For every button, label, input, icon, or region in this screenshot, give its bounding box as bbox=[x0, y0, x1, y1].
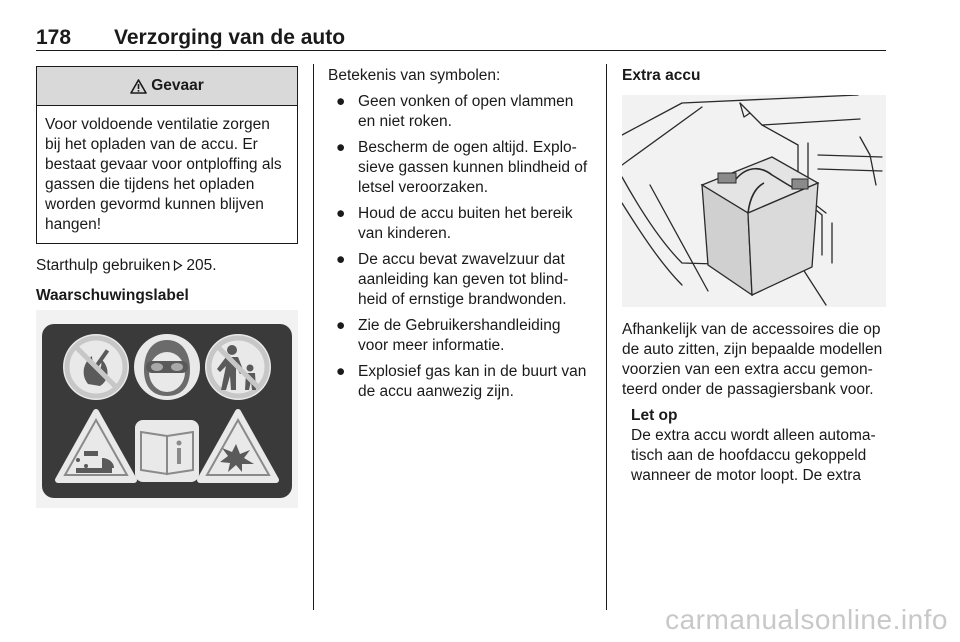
list-item-line: voor meer informatie. bbox=[358, 337, 505, 354]
battery-icon bbox=[702, 157, 818, 295]
extra-battery-paragraph bbox=[622, 320, 888, 400]
symbol-meaning-list bbox=[328, 92, 594, 402]
page-header bbox=[36, 26, 886, 52]
extra-battery-text bbox=[622, 320, 888, 486]
list-item-line: Zie de Gebruikershandleiding bbox=[358, 317, 561, 334]
watermark: carmanualsonline.info bbox=[665, 604, 948, 635]
extra-battery-illustration bbox=[622, 95, 886, 307]
warning-triangle-icon bbox=[130, 79, 147, 94]
note-block bbox=[631, 406, 888, 486]
list-item-line: de accu aanwezig zijn. bbox=[358, 383, 514, 400]
jump-start-reference bbox=[36, 256, 298, 276]
text-line: voorzien van een extra accu gemon- bbox=[622, 361, 873, 378]
danger-line: gassen die tijdens het opladen bbox=[45, 176, 255, 193]
jump-start-text: Starthulp gebruiken bbox=[36, 257, 171, 274]
list-item bbox=[328, 316, 594, 356]
header-rule bbox=[36, 50, 886, 51]
danger-box bbox=[36, 66, 298, 244]
list-item bbox=[328, 138, 594, 198]
warning-label-image bbox=[36, 310, 298, 508]
note-line: De extra accu wordt alleen automa- bbox=[631, 427, 876, 444]
eye-protection-icon bbox=[134, 334, 200, 400]
no-flames-icon bbox=[63, 334, 129, 400]
column-3 bbox=[622, 66, 886, 86]
note-line: wanneer de motor loopt. De extra bbox=[631, 467, 862, 484]
text-line: teerd onder de passagiersbank voor. bbox=[622, 381, 874, 398]
bullet-icon: ● bbox=[336, 205, 346, 222]
list-item-line: van kinderen. bbox=[358, 225, 452, 242]
list-item-line: De accu bevat zwavelzuur dat bbox=[358, 251, 565, 268]
list-item-line: en niet roken. bbox=[358, 113, 452, 130]
keep-away-from-children-icon bbox=[205, 334, 271, 400]
column-1 bbox=[36, 66, 298, 306]
bullet-icon: ● bbox=[336, 251, 346, 268]
column-divider-1 bbox=[313, 64, 314, 610]
list-item bbox=[328, 204, 594, 244]
danger-line: worden gevormd kunnen blijven bbox=[45, 196, 264, 213]
extra-battery-heading: Extra accu bbox=[622, 67, 701, 84]
danger-text bbox=[37, 106, 297, 243]
danger-line: hangen! bbox=[45, 216, 102, 233]
note-line: tisch aan de hoofdaccu gekoppeld bbox=[631, 447, 867, 464]
bullet-icon: ● bbox=[336, 363, 346, 380]
list-item bbox=[328, 92, 594, 132]
list-item bbox=[328, 250, 594, 310]
danger-title: Gevaar bbox=[151, 77, 204, 94]
list-item-line: heid of ernstige brandwonden. bbox=[358, 291, 567, 308]
list-item-line: Houd de accu buiten het bereik bbox=[358, 205, 573, 222]
list-item-line: sieve gassen kunnen blindheid of bbox=[358, 159, 588, 176]
jump-start-page-ref: 205. bbox=[186, 257, 217, 274]
note-title: Let op bbox=[631, 407, 678, 424]
danger-header bbox=[37, 67, 297, 106]
list-item-line: Explosief gas kan in de buurt van bbox=[358, 363, 587, 380]
column-divider-2 bbox=[606, 64, 607, 610]
bullet-icon: ● bbox=[336, 93, 346, 110]
danger-line: bestaat gevaar voor ontploffing als bbox=[45, 156, 282, 173]
page-number: 178 bbox=[36, 26, 72, 49]
list-item-line: Geen vonken of open vlammen bbox=[358, 93, 574, 110]
read-manual-icon bbox=[135, 420, 199, 482]
symbols-intro: Betekenis van symbolen: bbox=[328, 67, 501, 84]
bullet-icon: ● bbox=[336, 317, 346, 334]
text-line: Afhankelijk van de accessoires die op bbox=[622, 321, 881, 338]
text-line: de auto zitten, zijn bepaalde modellen bbox=[622, 341, 883, 358]
list-item-line: letsel veroorzaken. bbox=[358, 179, 489, 196]
page-reference-icon bbox=[173, 260, 183, 271]
warning-label-heading: Waarschuwingslabel bbox=[36, 287, 189, 304]
list-item-line: Bescherm de ogen altijd. Explo- bbox=[358, 139, 577, 156]
danger-line: Voor voldoende ventilatie zorgen bbox=[45, 116, 270, 133]
list-item bbox=[328, 362, 594, 402]
list-item-line: aanleiding kan geven tot blind- bbox=[358, 271, 569, 288]
danger-line: bij het opladen van de accu. Er bbox=[45, 136, 258, 153]
column-2 bbox=[328, 66, 594, 408]
bullet-icon: ● bbox=[336, 139, 346, 156]
page-title: Verzorging van de auto bbox=[114, 26, 346, 49]
